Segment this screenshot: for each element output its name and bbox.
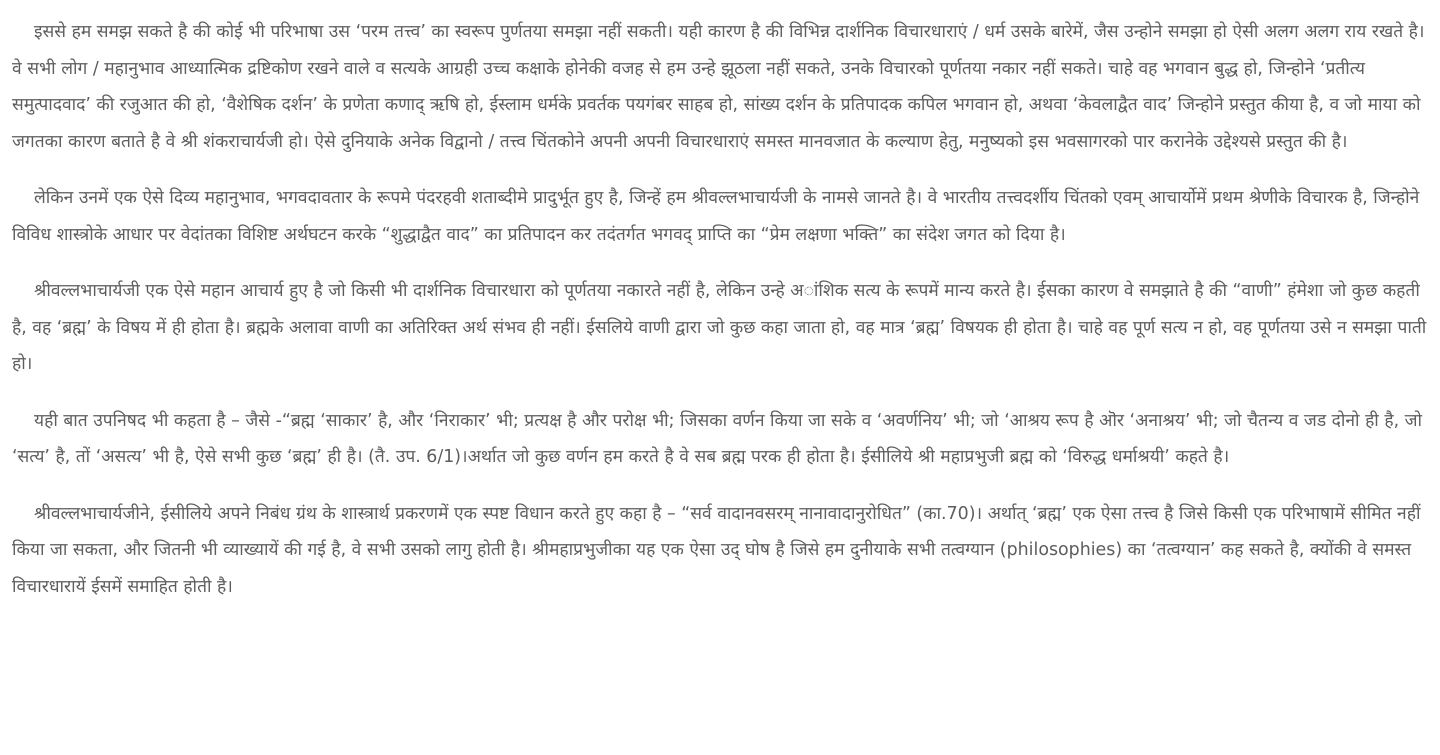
paragraph-2: लेकिन उनमें एक ऐसे दिव्य महानुभाव, भगवदावतार के रूपमे पंदरहवी शताब्दीमे प्रादुर्भूत हुए है, जिन्हें हम श्रीवल्लभाचार्यजी के नामसे जानते है। वे भारतीय तत्त्वदर्शीय चिंतको एवम् आचार्योमें प्रथम श्रेणीके विचारक है, जिन्होने विविध शास्त्रोके आधार पर वेदांतका विशिष्ट अर्थघटन करके “शुद्धाद्वैत वाद” का प्रतिपादन कर तदंतर्गत भगवद् प्राप्ति का “प्रेम लक्षणा भक्ति” का संदेश जगत को दिया है। — [12, 188, 1420, 245]
paragraph-1: इससे हम समझ सकते है की कोई भी परिभाषा उस ‘परम तत्त्व’ का स्वरूप पुर्णतया समझा नहीं सकती। यही कारण है की विभिन्न दार्शनिक विचारधाराएं / धर्म उसके बारेमें, जैस उन्होने समझा हो ऐसी अलग अलग राय रखते है। वे सभी लोग / महानुभाव आध्यात्मिक द्रष्टिकोण रखने वाले व सत्यके आग्रही उच्च कक्षाके होनेकी वजह से हम उन्हे झूठला नहीं सकते, उनके विचारको पूर्णतया नकार नहीं सकते। चाहे वह भगवान बुद्ध हो, जिन्होने ‘प्रतीत्य समुत्पादवाद’ की रजुआत की हो, ‘वैशेषिक दर्शन’ के प्रणेता कणाद् ऋषि हो, ईस्लाम धर्मके प्रवर्तक पयगंबर साहब हो, सांख्य दर्शन के प्रतिपादक कपिल भगवान हो, अथवा ‘केवलाद्वैत वाद’ जिन्होने प्रस्तुत कीया है, व जो माया को जगतका कारण बताते है वे श्री शंकराचार्यजी हो। ऐसे दुनियाके अनेक विद्वानो / तत्त्व चिंतकोने अपनी अपनी विचारधाराएं समस्त मानवजात के कल्याण हेतु, मनुष्यको इस भवसागरको पार करानेके उद्देश्यसे प्रस्तुत की है। — [12, 22, 1425, 152]
paragraph-3: श्रीवल्लभाचार्यजी एक ऐसे महान आचार्य हुए है जो किसी भी दार्शनिक विचारधारा को पूर्णतया नकारते नहीं है, लेकिन उन्हे अांशिक सत्य के रूपमें मान्य करते है। ईसका कारण वे समझाते है की “वाणी” हंमेशा जो कुछ कहती है, वह ‘ब्रह्म’ के विषय में ही होता है। ब्रह्मके अलावा वाणी का अतिरिक्त अर्थ संभव ही नहीं। ईसलिये वाणी द्वारा जो कुछ कहा जाता हो, वह मात्र ‘ब्रह्म’ विषयक ही होता है। चाहे वह पूर्ण सत्य न हो, वह पूर्णतया उसे न समझा पाती हो। — [12, 281, 1427, 374]
article-body — [12, 14, 1434, 605]
paragraph-5: श्रीवल्लभाचार्यजीने, ईसीलिये अपने निबंध ग्रंथ के शास्त्रार्थ प्रकरणमें एक स्पष्ट विधान करते हुए कहा है – “सर्व वादानवसरम् नानावादानुरोधित” (का.70)। अर्थात् ‘ब्रह्म’ एक ऐसा तत्त्व है जिसे किसी एक परिभाषामें सीमित नहीं किया जा सकता, और जितनी भी व्याख्यायें की गई है, वे सभी उसको लागु होती है। श्रीमहाप्रभुजीका यह एक ऐसा उद् घोष है जिसे हम दुनीयाके सभी तत्वग्यान (philosophies) का ‘तत्वग्यान’ कह सकते है, क्योंकी वे समस्त विचारधारायें ईसमें समाहित होती है। — [12, 503, 1421, 597]
paragraph-4: यही बात उपनिषद भी कहता है – जैसे -“ब्रह्म ‘साकार’ है, और ‘निराकार’ भी; प्रत्यक्ष है और परोक्ष भी; जिसका वर्णन किया जा सके व ‘अवर्णनिय’ भी; जो ‘आश्रय रूप है ऒर ‘अनाश्रय’ भी; जो चैतन्य व जड दोनो ही है, जो ‘सत्य’ है, तों ‘असत्य’ भी है, ऐसे सभी कुछ ‘ब्रह्म’ ही है। (तै. उप. 6/1)।अर्थात जो कुछ वर्णन हम करते है वे सब ब्रह्म परक ही होता है। ईसीलिये श्री महाप्रभुजी ब्रह्म को ‘विरुद्ध धर्माश्रयी’ कहते है। — [12, 410, 1423, 467]
